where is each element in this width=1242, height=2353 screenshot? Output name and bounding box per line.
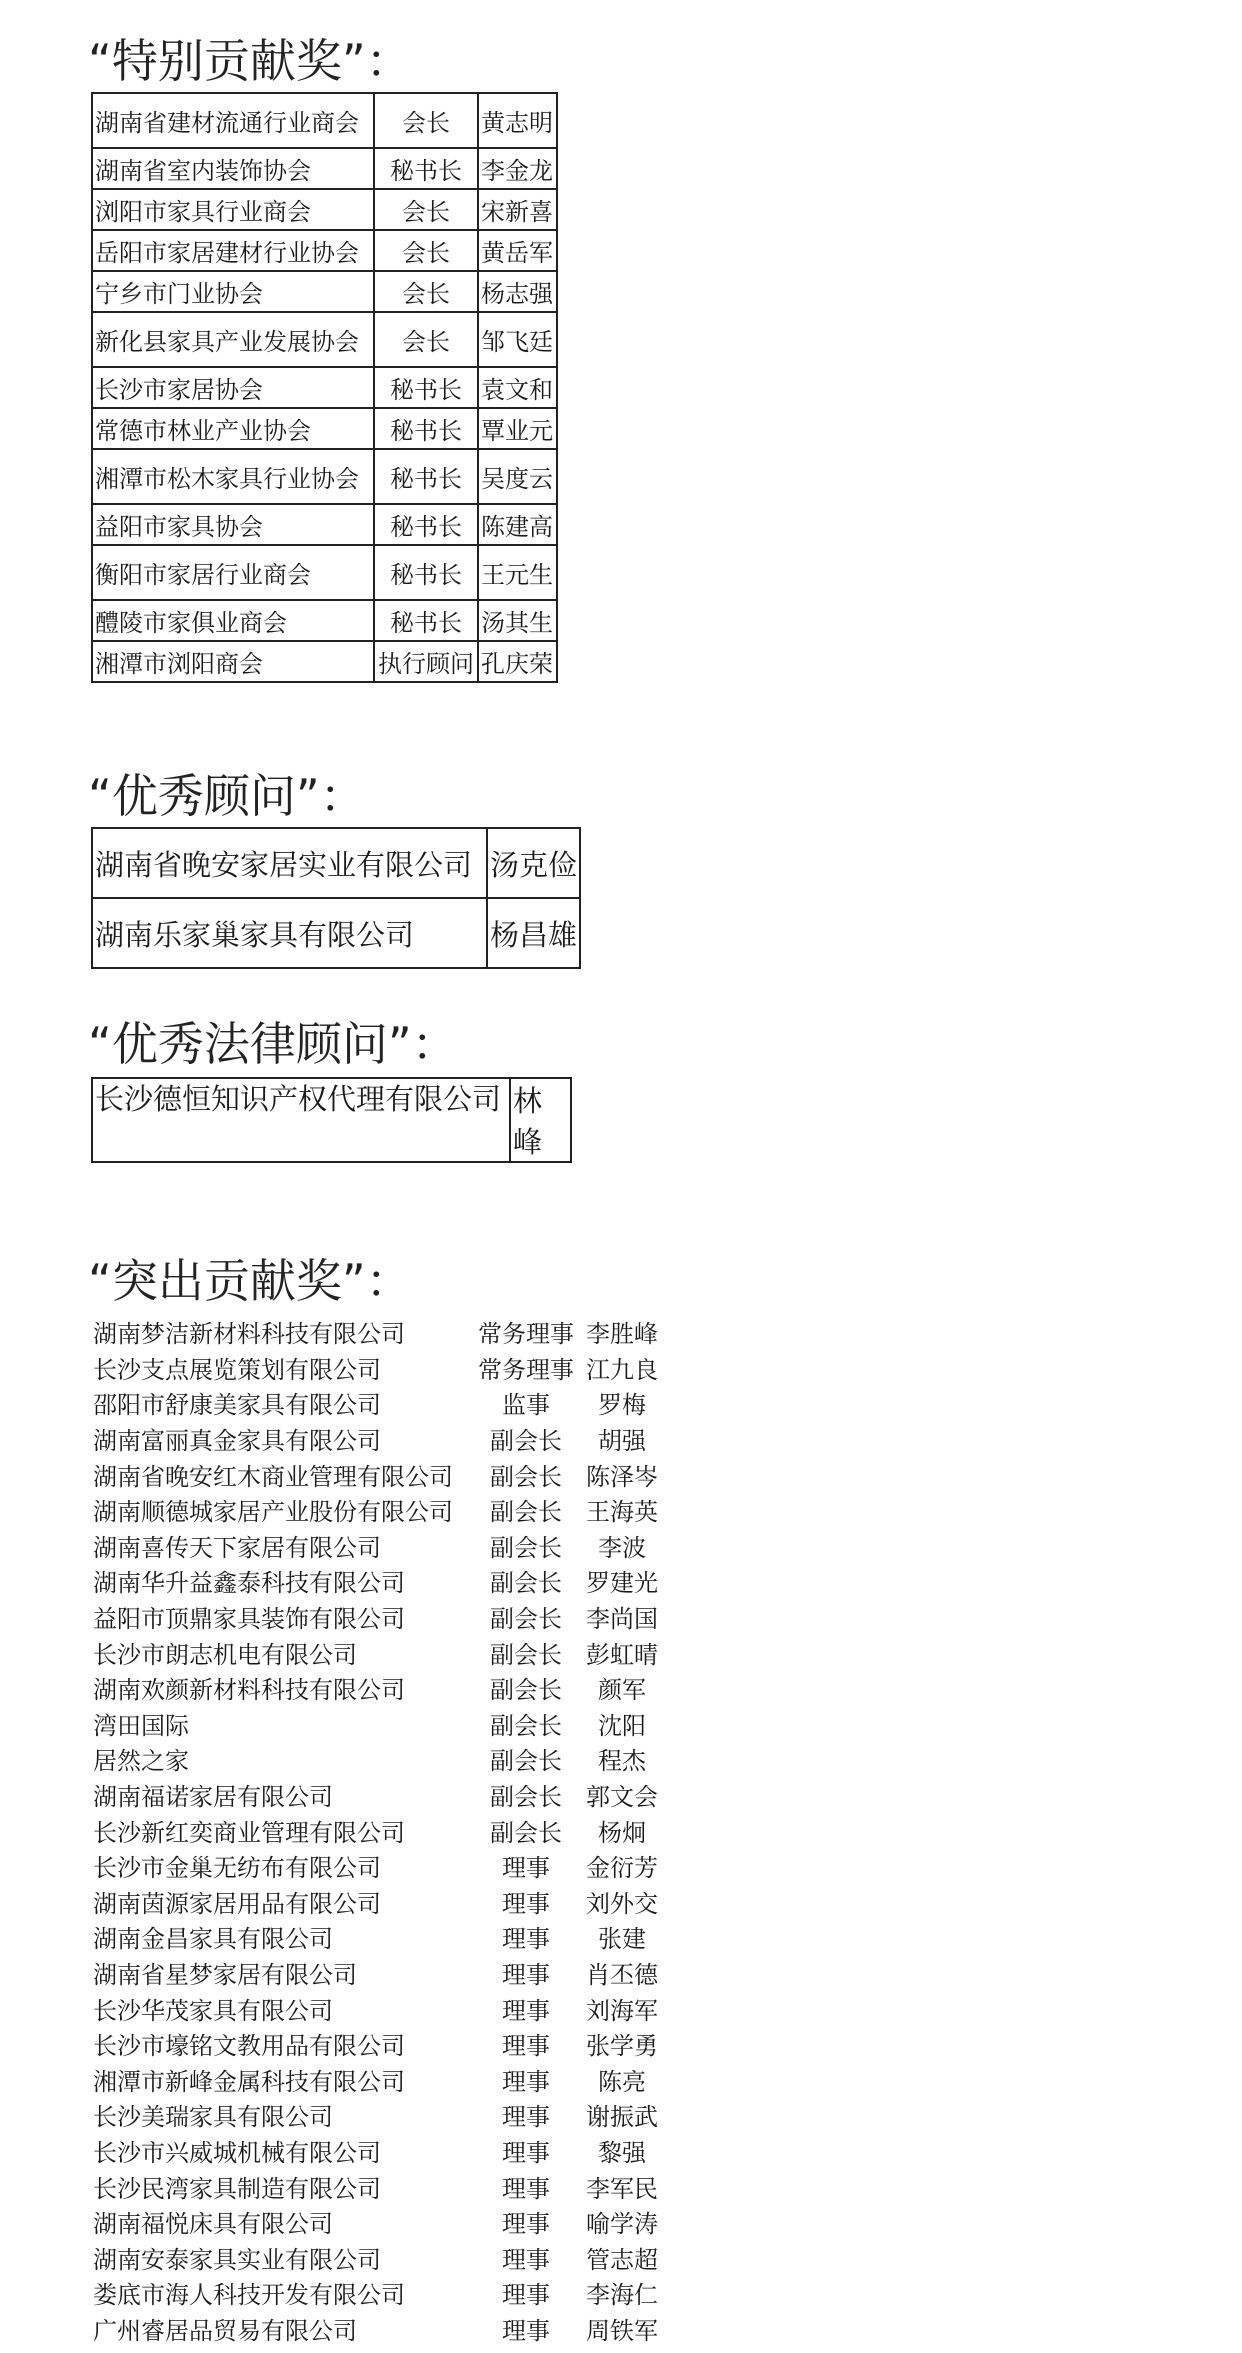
org-cell: 长沙市家居协会 [92, 367, 374, 408]
org-text: 湘潭市新峰金属科技有限公司 [93, 2067, 405, 2096]
role-text: 理事 [502, 2032, 550, 2061]
name-text: 张学勇 [586, 2032, 658, 2061]
org-text: 长沙美瑞家具有限公司 [93, 2103, 333, 2132]
org-text: 长沙华茂家具有限公司 [93, 1996, 333, 2025]
list-item [93, 1599, 693, 1635]
org-cell: 益阳市家具协会 [92, 504, 374, 545]
table-row [92, 230, 557, 271]
role-text: 监事 [502, 1391, 550, 1420]
table-row [92, 504, 557, 545]
org-text: 长沙市朗志机电有限公司 [93, 1640, 357, 1669]
table-row [92, 449, 557, 504]
org-text: 湖南省晚安红木商业管理有限公司 [93, 1462, 453, 1491]
role-text: 理事 [502, 2138, 550, 2167]
org-cell: 湖南省建材流通行业商会 [92, 93, 374, 148]
role-cell: 会长 [374, 93, 478, 148]
role-text: 理事 [502, 2281, 550, 2310]
role-text: 副会长 [490, 1605, 562, 1634]
list-item [93, 2097, 693, 2133]
role-text: 理事 [502, 2245, 550, 2274]
table-row [92, 367, 557, 408]
list-item [93, 1528, 693, 1564]
table-row [92, 189, 557, 230]
org-text: 湾田国际 [93, 1711, 189, 1740]
role-text: 副会长 [490, 1783, 562, 1812]
org-text: 湖南福诺家居有限公司 [93, 1783, 333, 1812]
table-row [92, 828, 580, 898]
org-text: 居然之家 [93, 1747, 189, 1776]
list-item [93, 1563, 693, 1599]
special-award-table [91, 92, 558, 683]
legal-advisor-table [91, 1077, 572, 1163]
org-text: 娄底市海人科技开发有限公司 [93, 2281, 405, 2310]
org-cell: 湖南省室内装饰协会 [92, 148, 374, 189]
name-text: 沈阳 [598, 1711, 646, 1740]
role-text: 理事 [502, 2316, 550, 2345]
role-cell: 秘书长 [374, 600, 478, 641]
name-text: 陈亮 [598, 2067, 646, 2096]
table-row [92, 93, 557, 148]
name-text: 刘外交 [586, 1889, 658, 1918]
role-cell: 会长 [374, 230, 478, 271]
org-cell: 常德市林业产业协会 [92, 408, 374, 449]
name-text: 罗梅 [598, 1391, 646, 1420]
list-item [93, 2061, 693, 2097]
role-text: 副会长 [490, 1462, 562, 1491]
name-text: 李波 [598, 1533, 646, 1562]
list-item [93, 2275, 693, 2311]
table-row [92, 1078, 571, 1162]
excellent-advisor-title: “优秀顾问”： [88, 769, 366, 823]
org-text: 湖南省星梦家居有限公司 [93, 1960, 357, 1989]
excellent-advisor-table [91, 827, 581, 969]
org-cell: 湘潭市浏阳商会 [92, 641, 374, 682]
name-text: 陈泽岑 [586, 1462, 658, 1491]
org-text: 湖南富丽真金家具有限公司 [93, 1427, 381, 1456]
special-award-title: “特别贡献奖”： [88, 34, 412, 88]
org-text: 湖南顺德城家居产业股份有限公司 [93, 1498, 453, 1527]
name-text: 颜军 [598, 1676, 646, 1705]
org-text: 湖南华升益鑫泰科技有限公司 [93, 1569, 405, 1598]
name-text: 郭文会 [586, 1783, 658, 1812]
name-cell: 覃业元 [478, 408, 557, 449]
name-text: 周铁军 [586, 2316, 658, 2345]
name-text: 罗建光 [586, 1569, 658, 1598]
name-cell: 吴度云 [478, 449, 557, 504]
name-cell: 孔庆荣 [478, 641, 557, 682]
role-text: 副会长 [490, 1427, 562, 1456]
name-cell: 王元生 [478, 545, 557, 600]
role-text: 副会长 [490, 1747, 562, 1776]
role-text: 常务理事 [478, 1320, 574, 1349]
list-item [93, 1884, 693, 1920]
list-item [93, 1456, 693, 1492]
list-item [93, 1350, 693, 1386]
table-row [92, 312, 557, 367]
list-item [93, 2311, 693, 2347]
org-text: 长沙市金巢无纺布有限公司 [93, 1854, 381, 1883]
list-item [93, 1777, 693, 1813]
name-cell: 黄岳军 [478, 230, 557, 271]
name-cell: 陈建高 [478, 504, 557, 545]
org-cell: 湖南省晚安家居实业有限公司 [92, 828, 487, 898]
role-text: 常务理事 [478, 1355, 574, 1384]
role-cell: 秘书长 [374, 367, 478, 408]
name-cell: 黄志明 [478, 93, 557, 148]
table-row [92, 600, 557, 641]
list-item [93, 1741, 693, 1777]
org-text: 湖南茵源家居用品有限公司 [93, 1889, 381, 1918]
role-text: 理事 [502, 1854, 550, 1883]
list-item [93, 1314, 693, 1350]
role-text: 副会长 [490, 1676, 562, 1705]
excellent-advisor-rows [92, 828, 580, 968]
org-text: 湖南梦洁新材料科技有限公司 [93, 1320, 405, 1349]
name-text: 肖丕德 [586, 1960, 658, 1989]
name-cell: 李金龙 [478, 148, 557, 189]
outstanding-award-list [93, 1314, 693, 2346]
role-text: 理事 [502, 1996, 550, 2025]
name-cell: 袁文和 [478, 367, 557, 408]
name-text: 金衍芳 [586, 1854, 658, 1883]
role-text: 理事 [502, 1925, 550, 1954]
name-cell: 邹飞廷 [478, 312, 557, 367]
name-cell: 杨昌雄 [487, 898, 580, 968]
role-text: 副会长 [490, 1818, 562, 1847]
org-text: 广州睿居品贸易有限公司 [93, 2316, 357, 2345]
org-cell: 湘潭市松木家具行业协会 [92, 449, 374, 504]
org-text: 长沙民湾家具制造有限公司 [93, 2174, 381, 2203]
name-text: 谢振武 [586, 2103, 658, 2132]
role-text: 理事 [502, 2067, 550, 2096]
special-award-rows [92, 93, 557, 682]
org-cell: 宁乡市门业协会 [92, 271, 374, 312]
role-text: 理事 [502, 1889, 550, 1918]
name-cell: 汤其生 [478, 600, 557, 641]
role-text: 理事 [502, 1960, 550, 1989]
org-text: 湖南安泰家具实业有限公司 [93, 2245, 381, 2274]
table-row [92, 641, 557, 682]
name-text: 杨炯 [598, 1818, 646, 1847]
list-item [93, 2133, 693, 2169]
org-text: 湖南欢颜新材料科技有限公司 [93, 1676, 405, 1705]
name-cell: 杨志强 [478, 271, 557, 312]
list-item [93, 1670, 693, 1706]
name-text: 李胜峰 [586, 1320, 658, 1349]
name-text: 管志超 [586, 2245, 658, 2274]
legal-advisor-title: “优秀法律顾问”： [88, 1017, 458, 1071]
role-text: 副会长 [490, 1711, 562, 1740]
name-cell: 宋新喜 [478, 189, 557, 230]
role-cell: 秘书长 [374, 545, 478, 600]
list-item [93, 2026, 693, 2062]
list-item [93, 1919, 693, 1955]
org-text: 湖南喜传天下家居有限公司 [93, 1533, 381, 1562]
name-text: 李军民 [586, 2174, 658, 2203]
name-text: 刘海军 [586, 1996, 658, 2025]
name-cell: 汤克俭 [487, 828, 580, 898]
name-text: 李尚国 [586, 1605, 658, 1634]
org-text: 邵阳市舒康美家具有限公司 [93, 1391, 381, 1420]
name-text: 喻学涛 [586, 2210, 658, 2239]
list-item [93, 1706, 693, 1742]
role-cell: 秘书长 [374, 504, 478, 545]
list-item [93, 1634, 693, 1670]
org-cell: 长沙德恒知识产权代理有限公司 [92, 1078, 510, 1162]
role-text: 副会长 [490, 1569, 562, 1598]
org-cell: 衡阳市家居行业商会 [92, 545, 374, 600]
role-text: 理事 [502, 2103, 550, 2132]
role-cell: 执行顾问 [374, 641, 478, 682]
role-cell: 会长 [374, 271, 478, 312]
org-cell: 浏阳市家具行业商会 [92, 189, 374, 230]
name-text: 黎强 [598, 2138, 646, 2167]
list-item [93, 1421, 693, 1457]
name-cell: 林峰 [510, 1078, 571, 1162]
role-cell: 秘书长 [374, 148, 478, 189]
role-text: 理事 [502, 2174, 550, 2203]
role-text: 副会长 [490, 1498, 562, 1527]
org-text: 长沙新红奕商业管理有限公司 [93, 1818, 405, 1847]
org-cell: 湖南乐家巢家具有限公司 [92, 898, 487, 968]
table-row [92, 408, 557, 449]
list-item [93, 1812, 693, 1848]
legal-advisor-rows [92, 1078, 571, 1162]
role-text: 理事 [502, 2210, 550, 2239]
org-cell: 新化县家具产业发展协会 [92, 312, 374, 367]
role-cell: 会长 [374, 189, 478, 230]
org-text: 长沙市兴威城机械有限公司 [93, 2138, 381, 2167]
name-text: 胡强 [598, 1427, 646, 1456]
name-text: 李海仁 [586, 2281, 658, 2310]
org-cell: 岳阳市家居建材行业协会 [92, 230, 374, 271]
org-text: 益阳市顶鼎家具装饰有限公司 [93, 1605, 405, 1634]
name-text: 张建 [598, 1925, 646, 1954]
role-cell: 秘书长 [374, 449, 478, 504]
org-text: 长沙市壕铭文教用品有限公司 [93, 2032, 405, 2061]
role-text: 副会长 [490, 1640, 562, 1669]
name-text: 程杰 [598, 1747, 646, 1776]
org-text: 长沙支点展览策划有限公司 [93, 1355, 381, 1384]
role-cell: 会长 [374, 312, 478, 367]
org-cell: 醴陵市家俱业商会 [92, 600, 374, 641]
role-text: 副会长 [490, 1533, 562, 1562]
org-text: 湖南福悦床具有限公司 [93, 2210, 333, 2239]
table-row [92, 898, 580, 968]
list-item [93, 1492, 693, 1528]
role-cell: 秘书长 [374, 408, 478, 449]
outstanding-award-title: “突出贡献奖”： [88, 1254, 412, 1308]
org-text: 湖南金昌家具有限公司 [93, 1925, 333, 1954]
table-row [92, 271, 557, 312]
list-item [93, 1385, 693, 1421]
name-text: 江九良 [586, 1355, 658, 1384]
list-item [93, 2239, 693, 2275]
table-row [92, 148, 557, 189]
list-item [93, 1848, 693, 1884]
name-text: 彭虹晴 [586, 1640, 658, 1669]
list-item [93, 1990, 693, 2026]
list-item [93, 2204, 693, 2240]
table-row [92, 545, 557, 600]
list-item [93, 1955, 693, 1991]
name-text: 王海英 [586, 1498, 658, 1527]
list-item [93, 2168, 693, 2204]
